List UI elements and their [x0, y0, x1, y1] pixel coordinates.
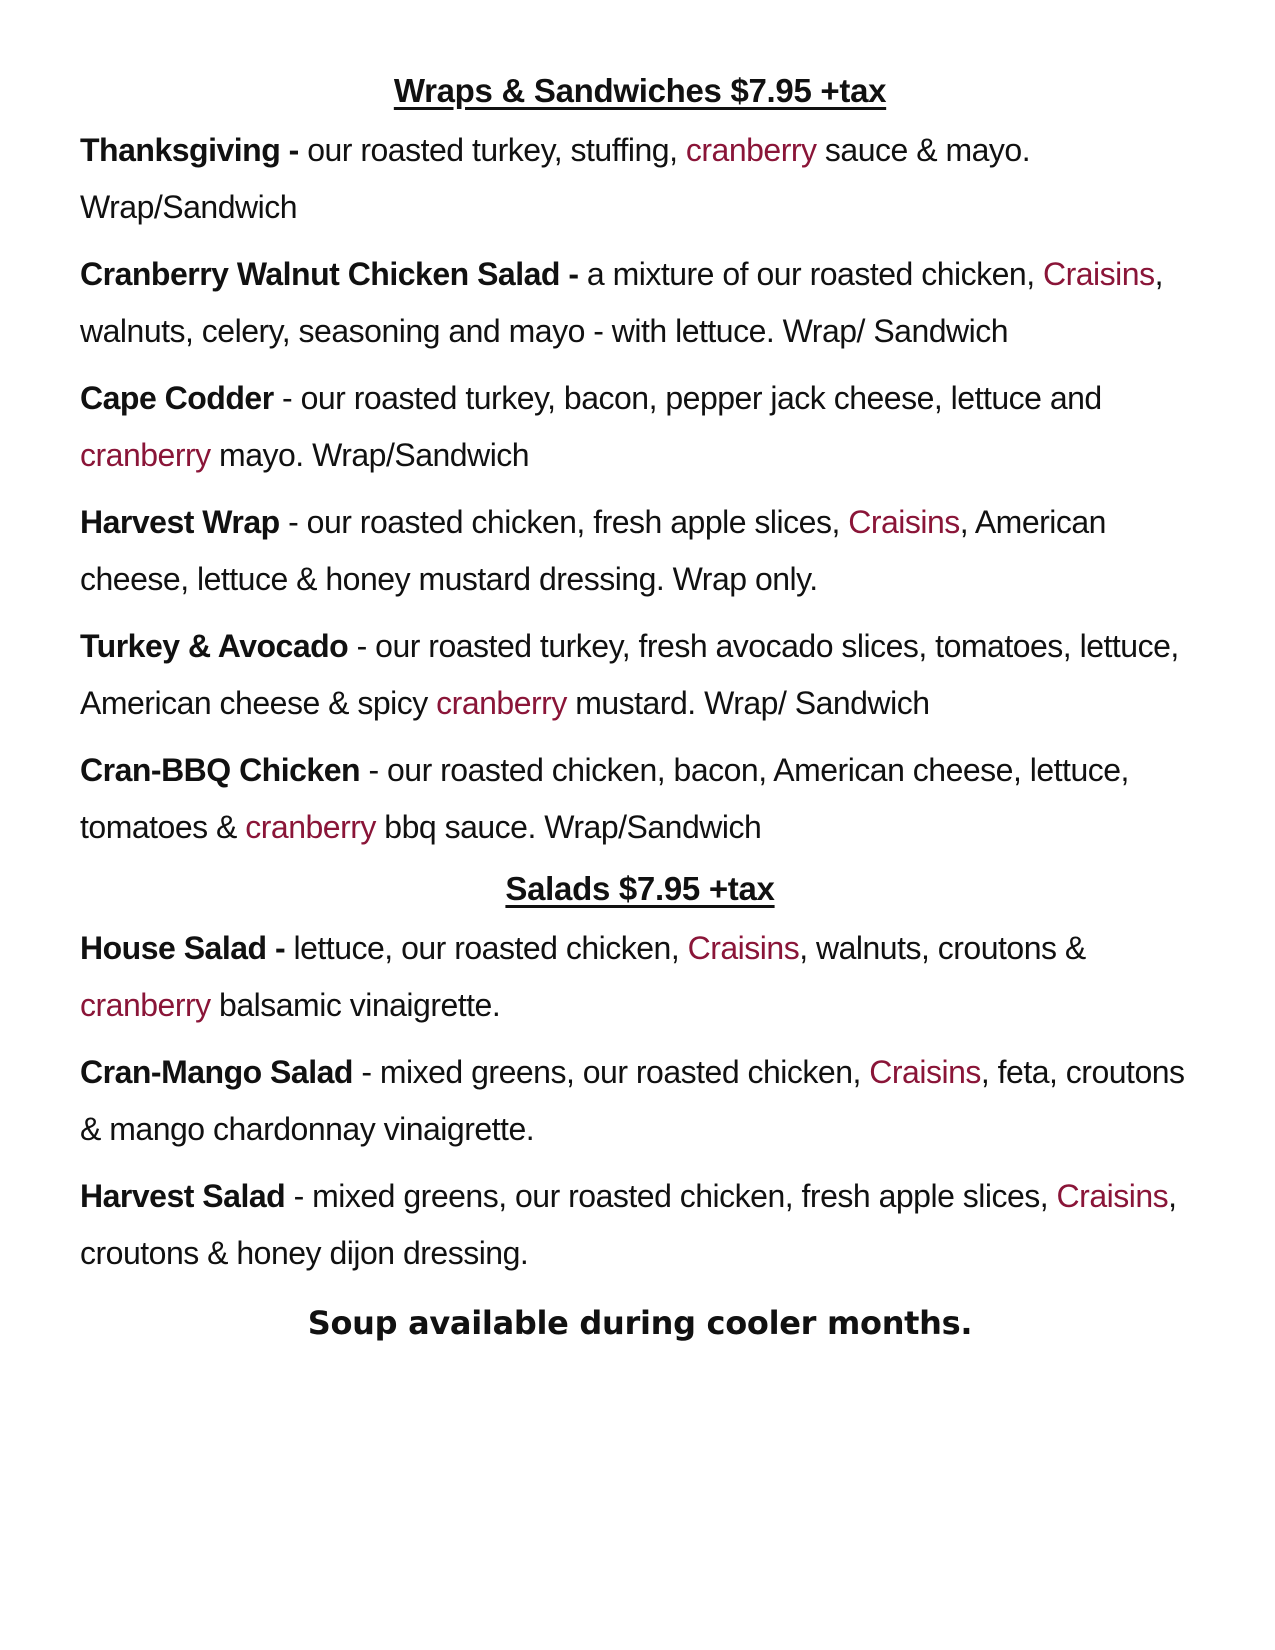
highlighted-ingredient: Craisins	[869, 1054, 981, 1090]
menu-item-description: mayo. Wrap/Sandwich	[210, 437, 530, 473]
menu-item-description: , walnuts, celery, seasoning and mayo - with lettuce. Wrap/ Sandwich	[80, 256, 1163, 349]
menu-item-description: - mixed greens, our roasted chicken,	[352, 1054, 870, 1090]
menu-item-name: House Salad -	[80, 930, 286, 966]
menu-item	[80, 920, 1200, 1034]
salads-list	[80, 920, 1200, 1282]
menu-item-description: mustard. Wrap/ Sandwich	[566, 685, 930, 721]
highlighted-ingredient: cranberry	[80, 987, 211, 1023]
menu-item-description: - mixed greens, our roasted chicken, fresh apple slices,	[285, 1178, 1057, 1214]
highlighted-ingredient: Craisins	[1056, 1178, 1169, 1214]
menu-item-description: balsamic vinaigrette.	[210, 987, 501, 1023]
highlighted-ingredient: cranberry	[245, 809, 376, 845]
highlighted-ingredient: cranberry	[685, 132, 817, 168]
menu-item-name: Cranberry Walnut Chicken Salad -	[80, 256, 579, 292]
salads-heading: Salads $7.95 +tax	[505, 870, 775, 907]
highlighted-ingredient: cranberry	[80, 437, 211, 473]
menu-item	[80, 246, 1200, 360]
menu-item-description: our roasted turkey, stuffing,	[298, 132, 686, 168]
menu-item-name: Cran-BBQ Chicken	[80, 752, 361, 788]
menu-item-description: a mixture of our roasted chicken,	[578, 256, 1043, 292]
menu-item-description: - our roasted chicken, fresh apple slices,	[279, 504, 849, 540]
menu-item	[80, 494, 1200, 608]
menu-item-name: Thanksgiving -	[80, 132, 299, 168]
menu-item-name: Harvest Wrap	[80, 504, 280, 540]
soup-note: Soup available during cooler months.	[307, 1304, 973, 1342]
menu-item-name: Cape Codder	[80, 380, 274, 416]
menu-item-name: Harvest Salad	[80, 1178, 286, 1214]
menu-item-description: , American cheese, lettuce & honey mustard dressing. Wrap only.	[80, 504, 1106, 597]
menu-page	[80, 72, 1200, 1342]
menu-item-description: - our roasted turkey, bacon, pepper jack cheese, lettuce and	[273, 380, 1102, 416]
highlighted-ingredient: cranberry	[436, 685, 567, 721]
highlighted-ingredient: Craisins	[687, 930, 800, 966]
menu-item	[80, 1168, 1200, 1282]
menu-item-description: - our roasted turkey, fresh avocado slices, tomatoes, lettuce, American cheese & spicy	[80, 628, 1179, 721]
menu-item	[80, 370, 1200, 484]
menu-item-description: , croutons & honey dijon dressing.	[80, 1178, 1177, 1271]
highlighted-ingredient: Craisins	[1042, 256, 1155, 292]
menu-item-name: Turkey & Avocado	[80, 628, 349, 664]
menu-item-description: bbq sauce. Wrap/Sandwich	[375, 809, 762, 845]
wraps-sandwiches-list	[80, 122, 1200, 856]
menu-item-description: , feta, croutons & mango chardonnay vinaigrette.	[80, 1054, 1185, 1147]
menu-item-description: lettuce, our roasted chicken,	[285, 930, 688, 966]
menu-item	[80, 1044, 1200, 1158]
wraps-sandwiches-heading: Wraps & Sandwiches $7.95 +tax	[393, 72, 887, 109]
highlighted-ingredient: Craisins	[848, 504, 960, 540]
menu-item-description: sauce & mayo. Wrap/Sandwich	[80, 132, 1031, 225]
menu-item	[80, 618, 1200, 732]
menu-item-name: Cran-Mango Salad	[80, 1054, 353, 1090]
menu-item-description: - our roasted chicken, bacon, American cheese, lettuce, tomatoes &	[80, 752, 1129, 845]
menu-item	[80, 122, 1200, 236]
menu-item-description: , walnuts, croutons &	[799, 930, 1086, 966]
menu-item	[80, 742, 1200, 856]
